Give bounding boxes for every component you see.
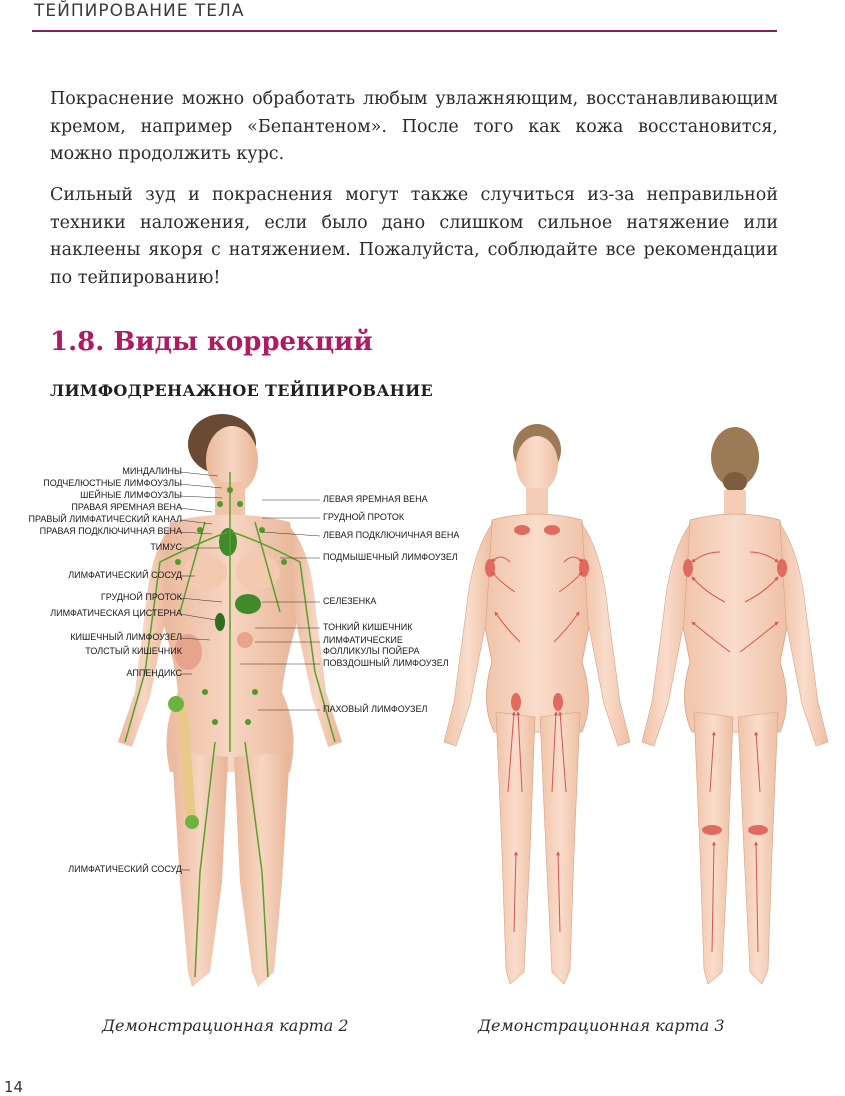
label-intestinal-node: КИШЕЧНЫЙ ЛИМФОУЗЕЛ: [70, 632, 182, 642]
running-header-title: ТЕЙПИРОВАНИЕ ТЕЛА: [34, 1, 245, 21]
running-header: [32, 0, 777, 32]
label-submandibular-nodes: ПОДЧЕЛЮСТНЫЕ ЛИМФОУЗЛЫ: [43, 478, 182, 488]
label-large-intestine: ТОЛСТЫЙ КИШЕЧНИК: [85, 646, 182, 656]
paragraph-2: Сильный зуд и покраснения могут также случиться из-за неправильной техники наложения, если было дано слишком сильное натяжение или наклеены якоря с натяжением. Пожалуйста, соблюдайте все рекомендации по тейпированию!: [50, 185, 778, 288]
label-lymph-vessel-upper: ЛИМФАТИЧЕСКИЙ СОСУД: [68, 570, 182, 580]
taping-maps-figure: [430, 412, 845, 1012]
front-back-body-illustration: [430, 412, 845, 1012]
label-left-subclavian-vein: ЛЕВАЯ ПОДКЛЮЧИЧНАЯ ВЕНА: [323, 530, 460, 540]
label-cervical-nodes: ШЕЙНЫЕ ЛИМФОУЗЛЫ: [80, 490, 182, 500]
label-peyer-patches-line2: ФОЛЛИКУЛЫ ПОЙЕРА: [323, 646, 420, 656]
label-left-jugular-vein: ЛЕВАЯ ЯРЕМНАЯ ВЕНА: [323, 494, 428, 504]
label-small-intestine: ТОНКИЙ КИШЕЧНИК: [323, 622, 413, 632]
label-thoracic-duct-left: ГРУДНОЙ ПРОТОК: [100, 592, 182, 602]
label-axillary-node: ПОДМЫШЕЧНЫЙ ЛИМФОУЗЕЛ: [323, 552, 458, 562]
label-inguinal-node: ПАХОВЫЙ ЛИМФОУЗЕЛ: [323, 704, 428, 714]
label-iliac-node: ПОВЗДОШНЫЙ ЛИМФОУЗЕЛ: [323, 658, 449, 668]
label-tonsils: МИНДАЛИНЫ: [122, 466, 182, 476]
label-thoracic-duct-right: ГРУДНОЙ ПРОТОК: [323, 512, 405, 522]
label-thymus: ТИМУС: [150, 542, 182, 552]
section-title: 1.8. Виды коррекций: [50, 327, 373, 357]
label-right-lymph-duct: ПРАВЫЙ ЛИМФАТИЧЕСКИЙ КАНАЛ: [28, 514, 182, 524]
page-number: 14: [4, 1078, 24, 1096]
label-appendix: АППЕНДИКС: [126, 668, 182, 678]
lymphatic-system-figure: [0, 412, 460, 1012]
label-spleen: СЕЛЕЗЕНКА: [323, 596, 377, 606]
caption-map-2: Демонстрационная карта 2: [102, 1016, 349, 1035]
paragraph-1: Покраснение можно обработать любым увлажняющим, восстанавливающим кремом, например «Бепантеном». После того как кожа восстановится, можно продолжить курс.: [50, 89, 778, 164]
caption-map-3: Демонстрационная карта 3: [478, 1016, 725, 1035]
label-right-subclavian-vein: ПРАВАЯ ПОДКЛЮЧИЧНАЯ ВЕНА: [39, 526, 182, 536]
label-right-jugular-vein: ПРАВАЯ ЯРЕМНАЯ ВЕНА: [71, 502, 182, 512]
label-cisterna-chyli: ЛИМФАТИЧЕСКАЯ ЦИСТЕРНА: [50, 608, 182, 618]
subheading: ЛИМФОДРЕНАЖНОЕ ТЕЙПИРОВАНИЕ: [50, 381, 434, 400]
label-lymph-vessel-lower: ЛИМФАТИЧЕСКИЙ СОСУД: [68, 864, 182, 874]
label-peyer-patches-line1: ЛИМФАТИЧЕСКИЕ: [323, 635, 403, 645]
